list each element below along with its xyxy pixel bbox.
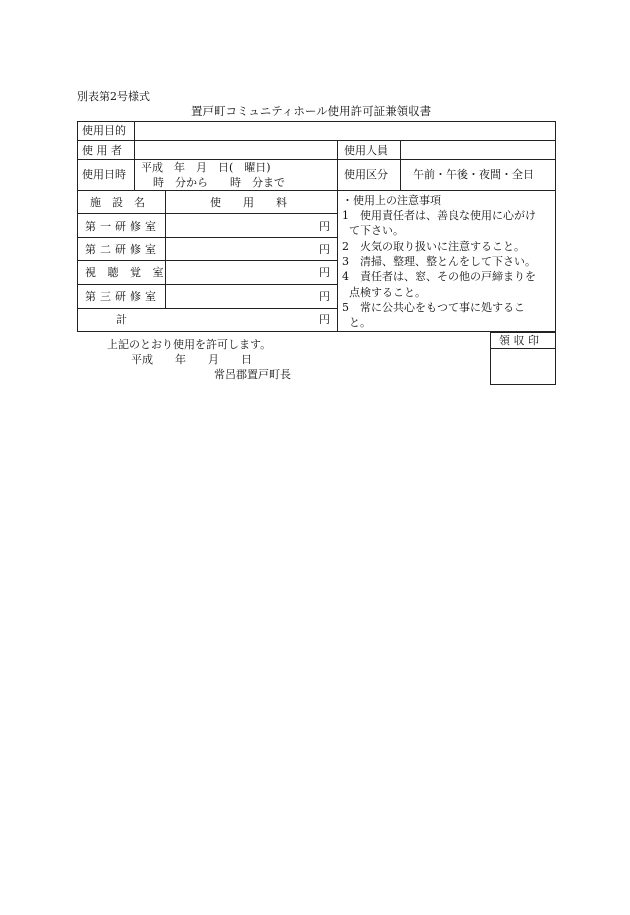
category-label: 使用区分 [344, 168, 388, 181]
stamp-divider [490, 348, 556, 349]
fee-header-facility: 施 設 名 [90, 196, 145, 209]
fee-unit: 円 [319, 290, 330, 303]
note-line: 5 常に公共心をもつて事に処するこ [342, 301, 525, 314]
fee-row-divider [77, 260, 337, 261]
receipt-stamp-label: 領 収 印 [499, 334, 539, 347]
datetime-line1: 平成 年 月 日( 曜日) [141, 161, 271, 174]
note-line: 2 火気の取り扱いに注意すること。 [342, 240, 525, 253]
note-line: 4 責任者は、窓、その他の戸締まりを [342, 270, 536, 283]
permission-text: 上記のとおり使用を許可します。 [107, 338, 272, 351]
fee-row-divider [77, 308, 337, 309]
fee-row-divider [77, 237, 337, 238]
total-label: 計 [116, 313, 127, 326]
col-divider [400, 140, 401, 190]
notes-heading: ・使用上の注意事項 [342, 194, 441, 207]
col-divider [337, 140, 338, 332]
total-unit: 円 [319, 313, 330, 326]
datetime-line2: 時 分から 時 分まで [153, 176, 285, 189]
fee-row-divider [77, 213, 337, 214]
document-title: 置戸町コミュニティホール使用許可証兼領収書 [191, 104, 432, 118]
note-line: て下さい。 [349, 224, 404, 237]
note-line: 1 使用責任者は、善良な使用に心がけ [342, 209, 536, 222]
fee-row-divider [77, 284, 337, 285]
category-value: 午前・午後・夜間・全日 [413, 168, 534, 181]
purpose-label: 使用目的 [82, 124, 126, 137]
facility-name: 第二研修室 [85, 243, 160, 256]
row-divider [77, 159, 556, 160]
facility-name: 第一研修室 [85, 220, 160, 233]
datetime-label: 使用日時 [82, 168, 126, 181]
row-divider [77, 140, 556, 141]
fee-header-fee: 使 用 料 [210, 196, 287, 209]
attendees-label: 使用人員 [344, 144, 388, 157]
permission-date: 平成 年 月 日 [131, 353, 252, 366]
col-divider [134, 121, 135, 190]
fee-unit: 円 [319, 266, 330, 279]
fee-unit: 円 [319, 243, 330, 256]
note-line: と。 [349, 316, 371, 329]
fee-unit: 円 [319, 220, 330, 233]
facility-name: 視 聴 覚 室 [85, 266, 168, 279]
user-label: 使 用 者 [82, 144, 122, 157]
note-line: 3 清掃、整理、整とんをして下さい。 [342, 255, 536, 268]
row-divider [77, 190, 556, 191]
fee-col-divider [165, 190, 166, 308]
form-number: 別表第2号様式 [77, 90, 150, 103]
signatory: 常呂郡置戸町長 [214, 368, 291, 381]
facility-name: 第三研修室 [85, 290, 160, 303]
note-line: 点検すること。 [349, 286, 426, 299]
